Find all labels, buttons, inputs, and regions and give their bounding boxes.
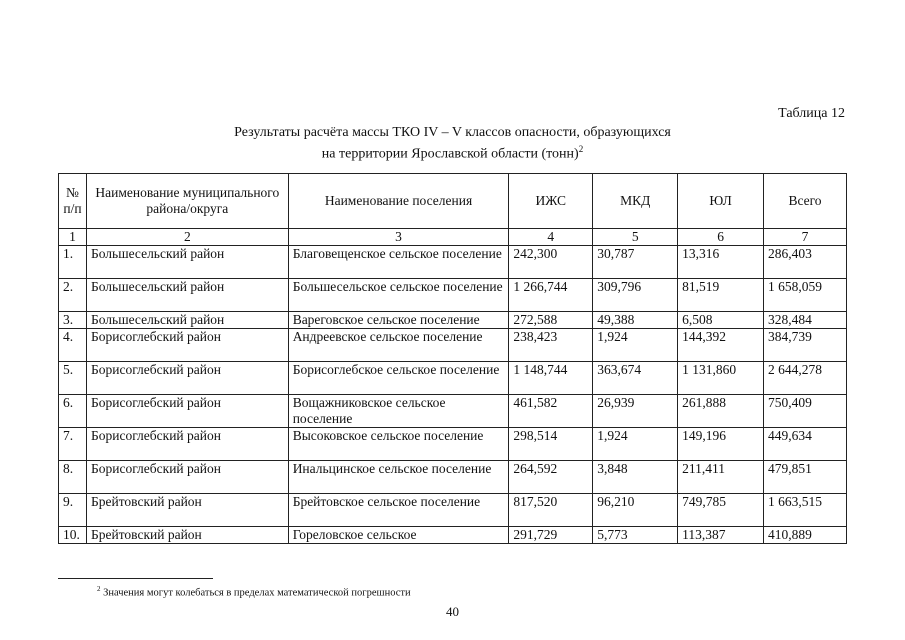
mkd-value: 5,773 bbox=[593, 527, 678, 544]
izhs-value: 1 148,744 bbox=[509, 362, 593, 395]
mkd-value: 96,210 bbox=[593, 494, 678, 527]
caption-line-2 bbox=[0, 141, 905, 163]
total-value: 449,634 bbox=[764, 428, 847, 461]
header-izhs: ИЖС bbox=[509, 174, 593, 229]
settlement-name: Гореловское сельское bbox=[288, 527, 509, 544]
row-number: 7. bbox=[59, 428, 87, 461]
izhs-value: 461,582 bbox=[509, 395, 593, 428]
yul-value: 149,196 bbox=[678, 428, 764, 461]
yul-value: 261,888 bbox=[678, 395, 764, 428]
total-value: 286,403 bbox=[764, 246, 847, 279]
row-number: 6. bbox=[59, 395, 87, 428]
table-row bbox=[59, 312, 847, 329]
total-value: 1 658,059 bbox=[764, 279, 847, 312]
district-name: Большесельский район bbox=[86, 246, 288, 279]
column-number: 1 bbox=[59, 229, 87, 246]
settlement-name: Борисоглебское сельское поселение bbox=[288, 362, 509, 395]
footnote-text: Значения могут колебаться в пределах математической погрешности bbox=[103, 587, 411, 599]
izhs-value: 291,729 bbox=[509, 527, 593, 544]
district-name: Борисоглебский район bbox=[86, 395, 288, 428]
table-row bbox=[59, 527, 847, 544]
row-number: 1. bbox=[59, 246, 87, 279]
table-row bbox=[59, 246, 847, 279]
mkd-value: 1,924 bbox=[593, 329, 678, 362]
izhs-value: 242,300 bbox=[509, 246, 593, 279]
settlement-name: Высоковское сельское поселение bbox=[288, 428, 509, 461]
yul-value: 6,508 bbox=[678, 312, 764, 329]
total-value: 1 663,515 bbox=[764, 494, 847, 527]
table-row bbox=[59, 461, 847, 494]
izhs-value: 264,592 bbox=[509, 461, 593, 494]
izhs-value: 272,588 bbox=[509, 312, 593, 329]
table-caption bbox=[0, 124, 905, 163]
header-total: Всего bbox=[764, 174, 847, 229]
yul-value: 113,387 bbox=[678, 527, 764, 544]
district-name: Борисоглебский район bbox=[86, 461, 288, 494]
izhs-value: 298,514 bbox=[509, 428, 593, 461]
mkd-value: 1,924 bbox=[593, 428, 678, 461]
table-row bbox=[59, 395, 847, 428]
izhs-value: 817,520 bbox=[509, 494, 593, 527]
column-number: 3 bbox=[288, 229, 509, 246]
district-name: Большесельский район bbox=[86, 312, 288, 329]
mkd-value: 3,848 bbox=[593, 461, 678, 494]
total-value: 2 644,278 bbox=[764, 362, 847, 395]
settlement-name: Вощажниковское сельское поселение bbox=[288, 395, 509, 428]
settlement-name: Большесельское сельское поселение bbox=[288, 279, 509, 312]
header-district: Наименование муниципального района/округа bbox=[86, 174, 288, 229]
column-number: 7 bbox=[764, 229, 847, 246]
district-name: Борисоглебский район bbox=[86, 329, 288, 362]
yul-value: 81,519 bbox=[678, 279, 764, 312]
table-label: Таблица 12 bbox=[778, 106, 845, 121]
table-row bbox=[59, 494, 847, 527]
column-number-row bbox=[59, 229, 847, 246]
table-row bbox=[59, 329, 847, 362]
table-header-row bbox=[59, 174, 847, 229]
table-row bbox=[59, 362, 847, 395]
district-name: Брейтовский район bbox=[86, 494, 288, 527]
total-value: 410,889 bbox=[764, 527, 847, 544]
column-number: 4 bbox=[509, 229, 593, 246]
settlement-name: Благовещенское сельское поселение bbox=[288, 246, 509, 279]
total-value: 479,851 bbox=[764, 461, 847, 494]
yul-value: 749,785 bbox=[678, 494, 764, 527]
district-name: Борисоглебский район bbox=[86, 362, 288, 395]
yul-value: 144,392 bbox=[678, 329, 764, 362]
caption-line-1: Результаты расчёта массы ТКО IV – V классов опасности, образующихся bbox=[234, 125, 671, 140]
total-value: 328,484 bbox=[764, 312, 847, 329]
district-name: Борисоглебский район bbox=[86, 428, 288, 461]
izhs-value: 238,423 bbox=[509, 329, 593, 362]
row-number: 9. bbox=[59, 494, 87, 527]
row-number: 5. bbox=[59, 362, 87, 395]
mkd-value: 30,787 bbox=[593, 246, 678, 279]
caption-footnote-ref: 2 bbox=[578, 144, 584, 154]
district-name: Брейтовский район bbox=[86, 527, 288, 544]
settlement-name: Инальцинское сельское поселение bbox=[288, 461, 509, 494]
row-number: 8. bbox=[59, 461, 87, 494]
table-row bbox=[59, 428, 847, 461]
row-number: 3. bbox=[59, 312, 87, 329]
row-number: 4. bbox=[59, 329, 87, 362]
row-number: 2. bbox=[59, 279, 87, 312]
row-number: 10. bbox=[59, 527, 87, 544]
district-name: Большесельский район bbox=[86, 279, 288, 312]
footnote-divider bbox=[58, 578, 213, 579]
caption-line-2-text: на территории Ярославской области (тонн) bbox=[321, 146, 579, 162]
page-number: 40 bbox=[446, 604, 459, 619]
yul-value: 211,411 bbox=[678, 461, 764, 494]
mkd-value: 26,939 bbox=[593, 395, 678, 428]
yul-value: 13,316 bbox=[678, 246, 764, 279]
column-number: 6 bbox=[678, 229, 764, 246]
footnote-number: 2 bbox=[97, 585, 101, 593]
mkd-value: 49,388 bbox=[593, 312, 678, 329]
total-value: 384,739 bbox=[764, 329, 847, 362]
header-mkd: МКД bbox=[593, 174, 678, 229]
header-settlement: Наименование поселения bbox=[288, 174, 509, 229]
column-number: 2 bbox=[86, 229, 288, 246]
mkd-value: 363,674 bbox=[593, 362, 678, 395]
column-number: 5 bbox=[593, 229, 678, 246]
footnote bbox=[97, 585, 411, 599]
header-number: № п/п bbox=[59, 174, 87, 229]
waste-mass-table bbox=[58, 173, 847, 544]
mkd-value: 309,796 bbox=[593, 279, 678, 312]
header-yul: ЮЛ bbox=[678, 174, 764, 229]
settlement-name: Вареговское сельское поселение bbox=[288, 312, 509, 329]
table-row bbox=[59, 279, 847, 312]
settlement-name: Брейтовское сельское поселение bbox=[288, 494, 509, 527]
yul-value: 1 131,860 bbox=[678, 362, 764, 395]
total-value: 750,409 bbox=[764, 395, 847, 428]
settlement-name: Андреевское сельское поселение bbox=[288, 329, 509, 362]
izhs-value: 1 266,744 bbox=[509, 279, 593, 312]
